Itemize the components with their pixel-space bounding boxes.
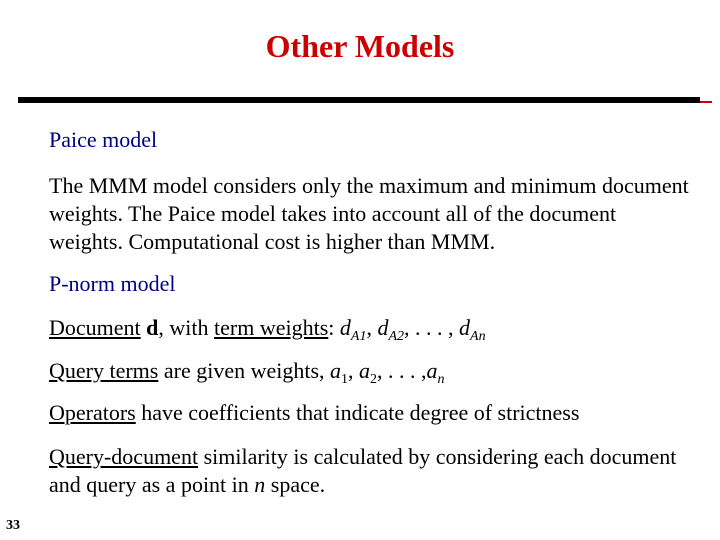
- paice-body: The MMM model considers only the maximum and minimum document weights. The Paice model takes into account all of the document weights. Computational cost is higher than MMM.: [49, 173, 689, 254]
- pnorm-query-line: [49, 357, 689, 385]
- query-a1: a: [330, 358, 342, 383]
- query-document-term: Query-document: [49, 444, 199, 469]
- weight-d1-sub: A1: [350, 329, 367, 344]
- pnorm-document-line: [49, 314, 689, 342]
- weight-ellipsis: , . . . ,: [404, 315, 460, 340]
- pnorm-similarity-line: [49, 443, 689, 499]
- similarity-end-text: space.: [265, 472, 326, 497]
- weight-separator: ,: [366, 315, 378, 340]
- query-a2: a: [359, 358, 371, 383]
- pnorm-operators-line: [49, 399, 689, 427]
- document-symbol: d: [146, 315, 159, 340]
- query-a2-sub: 2: [370, 372, 378, 387]
- title-divider-accent: [700, 101, 712, 103]
- weight-d1: d: [339, 315, 351, 340]
- paice-heading: Paice model: [49, 127, 158, 152]
- pnorm-heading: P-norm model: [49, 271, 176, 296]
- query-a1-sub: 1: [341, 372, 349, 387]
- similarity-rest-text: similarity is calculated by considering each document and query as a point in: [49, 444, 677, 497]
- operators-term: Operators: [49, 400, 136, 425]
- weight-dn-sub: An: [470, 329, 486, 344]
- query-separator: ,: [348, 358, 360, 383]
- title-divider: [18, 97, 700, 103]
- query-terms-term: Query terms: [49, 358, 159, 383]
- query-an-sub: n: [437, 372, 445, 387]
- document-with-text: , with: [158, 315, 215, 340]
- slide-title: Other Models: [265, 28, 455, 64]
- page-number: 33: [6, 518, 20, 533]
- query-an: a: [426, 358, 438, 383]
- document-term: Document: [49, 315, 141, 340]
- weight-dn: d: [459, 315, 471, 340]
- operators-rest-text: have coefficients that indicate degree of strictness: [135, 400, 580, 425]
- colon-text: :: [328, 315, 340, 340]
- query-rest-text: are given weights,: [158, 358, 331, 383]
- term-weights-term: term weights: [214, 315, 329, 340]
- weight-d2-sub: A2: [388, 329, 405, 344]
- weight-d2: d: [377, 315, 389, 340]
- query-ellipsis: , . . . ,: [377, 358, 427, 383]
- similarity-n: n: [254, 472, 266, 497]
